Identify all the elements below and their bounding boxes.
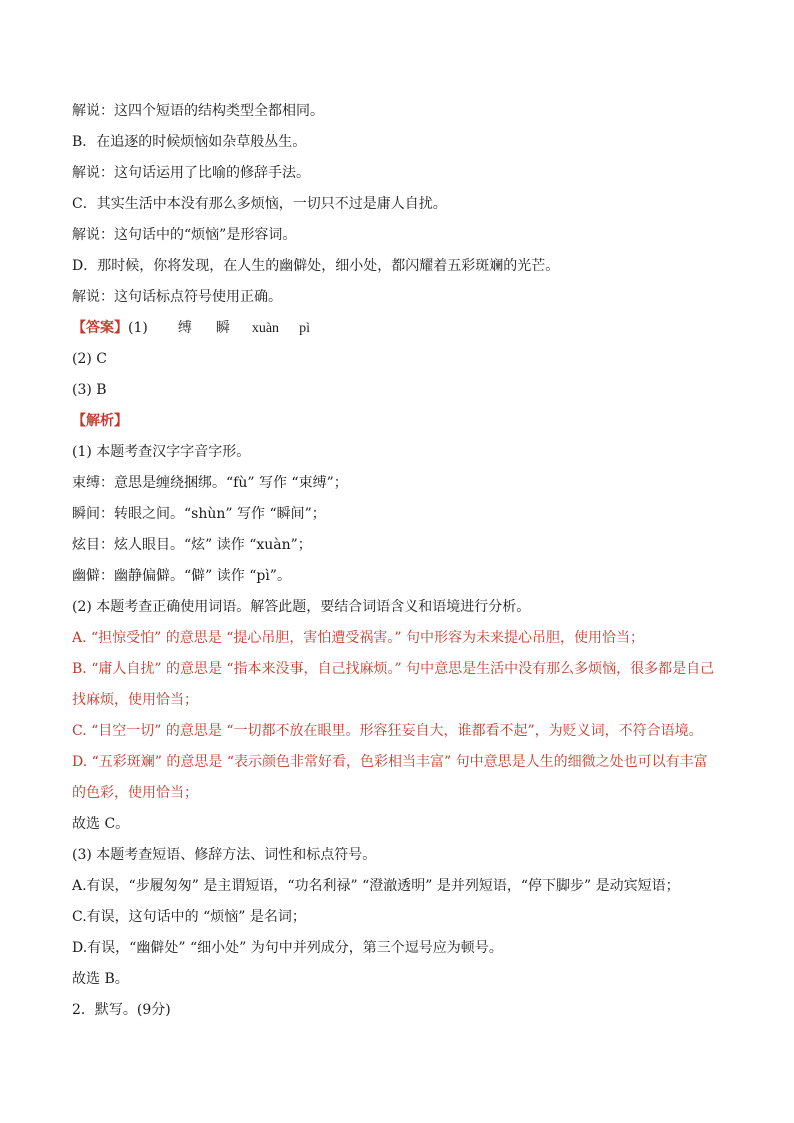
question-heading: 2．默写。(9分) bbox=[72, 1002, 171, 1018]
explanation-line: 解说：这句话运用了比喻的修辞手法。 bbox=[72, 165, 310, 181]
analysis-line: 故选 C。 bbox=[72, 816, 130, 832]
analysis-line-red: A. “担惊受怕” 的意思是 “提心吊胆，害怕遭受祸害。” 句中形容为未来提心吊胆，使用恰当； bbox=[72, 630, 644, 646]
analysis-line: D.有误，“幽僻处” “细小处” 为句中并列成分，第三个逗号应为顿号。 bbox=[72, 940, 503, 956]
option-d-line: D．那时候，你将发现，在人生的幽僻处，细小处，都闪耀着五彩斑斓的光芒。 bbox=[72, 258, 560, 274]
analysis-line: 束缚：意思是缠绕捆绑。“fù” 写作 “束缚”； bbox=[72, 475, 348, 491]
analysis-label: 【解析】 bbox=[72, 413, 128, 429]
analysis-line-red: B. “庸人自扰” 的意思是 “指本来没事，自己找麻烦。” 句中意思是生活中没有那么多烦恼，很多都是自己 bbox=[72, 661, 715, 677]
answer-line bbox=[72, 318, 722, 339]
answer-line-2: (2) C bbox=[72, 351, 107, 367]
analysis-line: 故选 B。 bbox=[72, 971, 129, 987]
analysis-line: (2) 本题考查正确使用词语。解答此题，要结合词语含义和语境进行分析。 bbox=[72, 599, 531, 615]
explanation-line: 解说：这句话标点符号使用正确。 bbox=[72, 289, 282, 305]
analysis-line: 瞬间：转眼之间。“shùn” 写作 “瞬间”； bbox=[72, 506, 326, 522]
analysis-line: 幽僻：幽静偏僻。“僻” 读作 “pì”。 bbox=[72, 568, 291, 584]
analysis-line-red: D. “五彩斑斓” 的意思是 “表示颜色非常好看，色彩相当丰富” 句中意思是人生的细微之处也可以有丰富 bbox=[72, 754, 708, 770]
analysis-line: C.有误，这句话中的 “烦恼” 是名词； bbox=[72, 909, 306, 925]
analysis-line: A.有误，“步履匆匆” 是主谓短语，“功名利禄” “澄澈透明” 是并列短语，“停下脚步” 是动宾短语； bbox=[72, 878, 680, 894]
answer-number: (1) bbox=[128, 320, 148, 336]
analysis-line-red: 找麻烦，使用恰当； bbox=[72, 692, 198, 708]
answer-item-1: 缚 bbox=[177, 320, 192, 336]
answer-line-3: (3) B bbox=[72, 382, 107, 398]
analysis-line: (3) 本题考查短语、修辞方法、词性和标点符号。 bbox=[72, 847, 377, 863]
analysis-line-red: C. “目空一切” 的意思是 “一切都不放在眼里。形容狂妄自大，谁都看不起”，为贬义词，不符合语境。 bbox=[72, 723, 703, 739]
analysis-line-red: 的色彩，使用恰当； bbox=[72, 785, 198, 801]
analysis-line: 炫目：炫人眼目。“炫” 读作 “xuàn”； bbox=[72, 537, 312, 553]
answer-item-3: xuàn bbox=[251, 321, 280, 336]
answer-label: 【答案】 bbox=[72, 320, 128, 336]
answer-item-2: 瞬 bbox=[215, 320, 230, 336]
analysis-line: (1) 本题考查汉字字音字形。 bbox=[72, 444, 251, 460]
explanation-line: 解说：这四个短语的结构类型全都相同。 bbox=[72, 103, 324, 119]
option-b-line: B．在追逐的时候烦恼如杂草般丛生。 bbox=[72, 134, 307, 150]
explanation-line: 解说：这句话中的“烦恼”是形容词。 bbox=[72, 227, 297, 243]
option-c-line: C．其实生活中本没有那么多烦恼，一切只不过是庸人自扰。 bbox=[72, 196, 447, 212]
answer-item-4: pì bbox=[299, 321, 310, 336]
